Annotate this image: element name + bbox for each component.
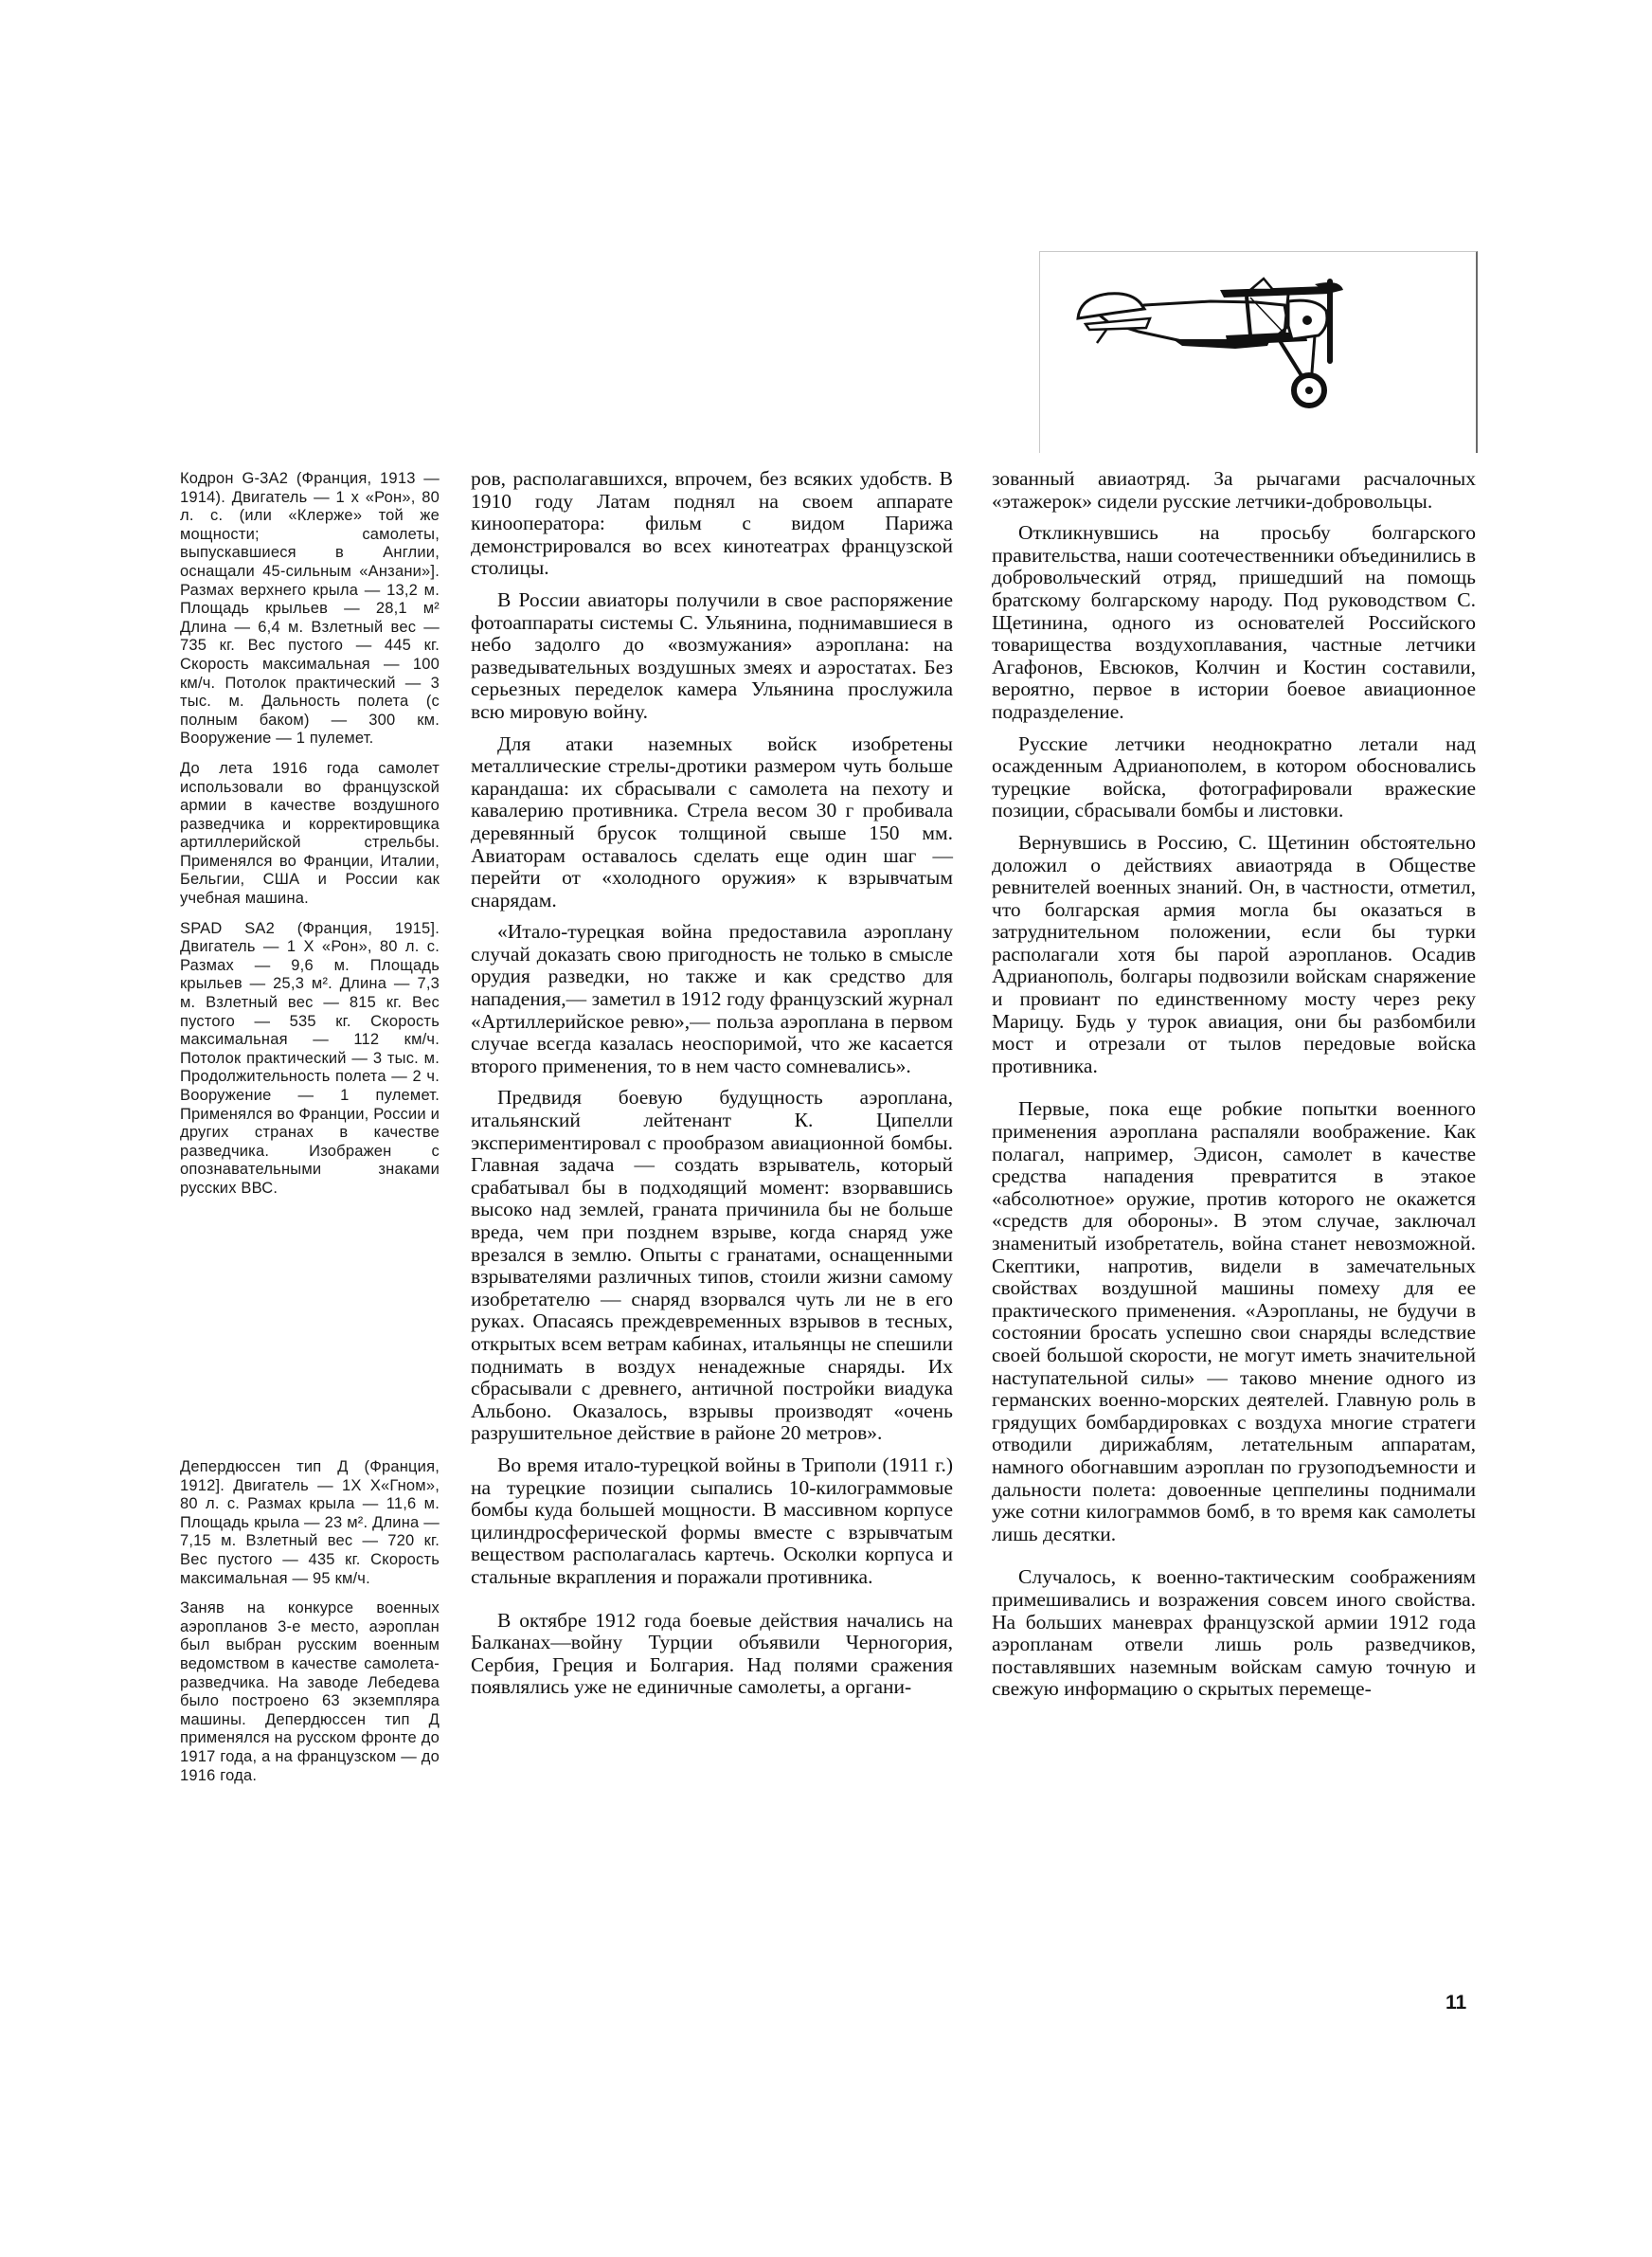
page-number: 11: [1446, 1992, 1467, 2013]
paragraph: В России авиаторы получили в свое распоряжение фотоаппараты системы С. Ульянина, поднимавшиеся в небо задолго до «возмужания» аэроплана: на разведывательных воздушных змеях и аэростатах. Без серьезных переделок камера Ульянина прослужила всю мировую войну.: [471, 587, 953, 723]
paragraph: Откликнувшись на просьбу болгарского правительства, наши соотечественники объединились в добровольческий отряд, пришедший на помощь братскому болгарскому народу. Под руководством С. Щетинина, одного из основателей Российского товарищества воздухоплавания, частные летчики Агафонов, Евсюков, Колчин и Костин составили, вероятно, первое в истории боевое авиационное подразделение.: [992, 521, 1477, 723]
paragraph: Русские летчики неоднократно летали над осажденным Адрианополем, в котором обосновались турецкие войска, фотографировали вражеские позиции, сбрасывали бомбы и листовки.: [992, 731, 1476, 822]
biplane-side-view-icon: [1040, 252, 1476, 453]
paragraph: Первые, пока еще робкие попытки военного применения аэроплана распаляли воображение. Как полагал, например, Эдисон, самолет в качестве средства нападения превратится в этакое «абсолютное» оружие, против которого не окажется «средств для обороны». В этом случае, заключал знаменитый изобретатель, война станет невозможной. Скептики, напротив, видели в замечательных свойствах воздушной машины помеху для ее практического применения. «Аэропланы, не будучи в состоянии бросать успешно свои снаряды вследствие своей большой скорости, не могут иметь значительной наступательной силы» — таково мнение одного из германских военно-морских деятелей. Главную роль в грядущих бомбардировках с воздуха многие стратеги отводили дирижаблям, летательным аппаратам, намного обогнавшим аэроплан по грузоподъемности и дальности полета: довоенные цеппелины поднимали уже сотни килограммов бомб, в то время как самолеты лишь десятки.: [992, 1097, 1476, 1545]
paragraph: Случалось, к военно-тактическим соображениям примешивались и возражения совсем иного свойства. На больших маневрах французской армии 1912 года аэропланам отвели лишь роль разведчиков, поставлявших наземным войскам самую точную и свежую информацию о скрытых перемеще-: [992, 1565, 1476, 1701]
middle-text-column: [471, 468, 953, 1708]
right-text-column: [992, 468, 1476, 1710]
paragraph: зованный авиаотряд. За рычагами расчалочных «этажерок» сидели русские летчики-добровольцы.: [992, 467, 1476, 513]
aircraft-illustration: [1039, 251, 1478, 453]
caption-caudron: Кодрон G-3А2 (Франция, 1913 — 1914). Двигатель — 1 х «Рон», 80 л. с. (или «Клерже» той же мощности; самолеты, выпускавшиеся в Англии, оснащали 45-сильным «Анзани»]. Размах верхнего крыла — 13,2 м. Площадь крыльев — 28,1 м² Длина — 6,4 м. Взлетный вес — 735 кг. Вес пустого — 445 кг. Скорость максимальная — 100 км/ч. Потолок практический — 3 тыс. м. Дальность полета (с полным баком) — 300 км. Вооружение — 1 пулемет.: [180, 470, 440, 748]
caption-deperdussin-block: [180, 1458, 440, 1797]
aircraft-captions-column: [180, 470, 440, 1784]
paragraph: Вернувшись в Россию, С. Щетинин обстоятельно доложил о действиях авиаотряда в Обществе ревнителей военных знаний. Он, в частности, отметил, что болгарская армия могла бы оказаться в затруднительном положении, если бы турки располагали хотя бы парой аэропланов. Осадив Адрианополь, болгары подвозили войскам снаряжение и провиант по единственному мосту через реку Марицу. Будь у турок авиация, они бы разбомбили мост и отрезали от тылов передовые войска противника.: [992, 830, 1476, 1077]
caption-spad: SPAD SA2 (Франция, 1915]. Двигатель — 1 Х «Рон», 80 л. с. Размах — 9,6 м. Площадь крыльев — 25,3 м². Длина — 7,3 м. Взлетный вес — 815 кг. Вес пустого — 535 кг. Скорость максимальная — 112 км/ч. Потолок практический — 3 тыс. м. Продолжительность полета — 2 ч. Вооружение — 1 пулемет. Применялся во Франции, России и других странах в качестве разведчика. Изображен с опознавательными знаками русских ВВС.: [180, 919, 440, 1197]
caption-deperdussin: Депердюссен тип Д (Франция, 1912]. Двигатель — 1Х Х«Гном», 80 л. с. Размах крыла — 11,6 м. Площадь крыла — 23 м². Длина — 7,15 м. Взлетный вес — 720 кг. Вес пустого — 435 кг. Скорость максимальная — 95 км/ч.: [180, 1458, 440, 1587]
paragraph: Предвидя боевую будущность аэроплана, итальянский лейтенант К. Ципелли экспериментировал с прообразом авиационной бомбы. Главная задача — создать взрыватель, который срабатывал бы в подходящий момент: взорвавшись высоко над землей, граната причинила бы не больше вреда, чем при позднем взрыве, когда снаряд уже врезался в землю. Опыты с гранатами, оснащенными взрывателями различных типов, стоили жизни самому изобретателю — снаряд взорвался чуть ли не в его руках. Опасаясь преждевременных взрывов в тесных, открытых всем ветрам кабинах, итальянцы не спешили поднимать в воздух ненадежные снаряды. Их сбрасывали с древнего, античной постройки виадука Альбоно. Оказалось, взрывы производят «очень разрушительное действие в районе 20 метров».: [471, 1086, 953, 1445]
paragraph: ров, располагавшихся, впрочем, без всяких удобств. В 1910 году Латам поднял на своем аппарате кинооператора: фильм с видом Парижа демонстрировался во всех кинотеатрах французской столицы.: [471, 467, 953, 580]
caption-deperdussin-note: Заняв на конкурсе военных аэропланов 3-е место, аэроплан был выбран русским военным ведомством в качестве самолета-разведчика. На заводе Лебедева было построено 63 экземпляра машины. Депердюссен тип Д применялся на русском фронте до 1917 года, а на французском — до 1916 года.: [180, 1599, 440, 1784]
paragraph: В октябре 1912 года боевые действия начались на Балканах—войну Турции объявили Черногория, Сербия, Греция и Болгария. Над полями сражения появлялись уже не единичные самолеты, а органи-: [471, 1608, 953, 1699]
paragraph: Во время итало-турецкой войны в Триполи (1911 г.) на турецкие позиции сыпались 10-килограммовые бомбы куда большей мощности. В массивном корпусе цилиндросферической формы вместе с взрывчатым веществом располагалась картечь. Осколки корпуса и стальные вкрапления и поражали противника.: [471, 1453, 953, 1588]
paragraph: Для атаки наземных войск изобретены металлические стрелы-дротики размером чуть больше карандаша: их сбрасывали с самолета на пехоту и кавалерию противника. Стрела весом 30 г пробивала деревянный брусок толщиной свыше 150 мм. Авиаторам оставалось сделать еще один шаг — перейти от «холодного оружия» к взрывчатым снарядам.: [471, 731, 953, 912]
caption-caudron-note: До лета 1916 года самолет использовали во французской армии в качестве воздушного разведчика и корректировщика артиллерийской стрельбы. Применялся во Франции, Италии, Бельгии, США и России как учебная машина.: [180, 759, 440, 908]
paragraph: «Итало-турецкая война предоставила аэроплану случай доказать свою пригодность не только в смысле орудия разведки, но также и как средство для нападения,— заметил в 1912 году французский журнал «Артиллерийское ревю»,— польза аэроплана в первом случае всегда казалась неоспоримой, что же касается второго применения, то в нем часто сомневались».: [471, 920, 953, 1077]
